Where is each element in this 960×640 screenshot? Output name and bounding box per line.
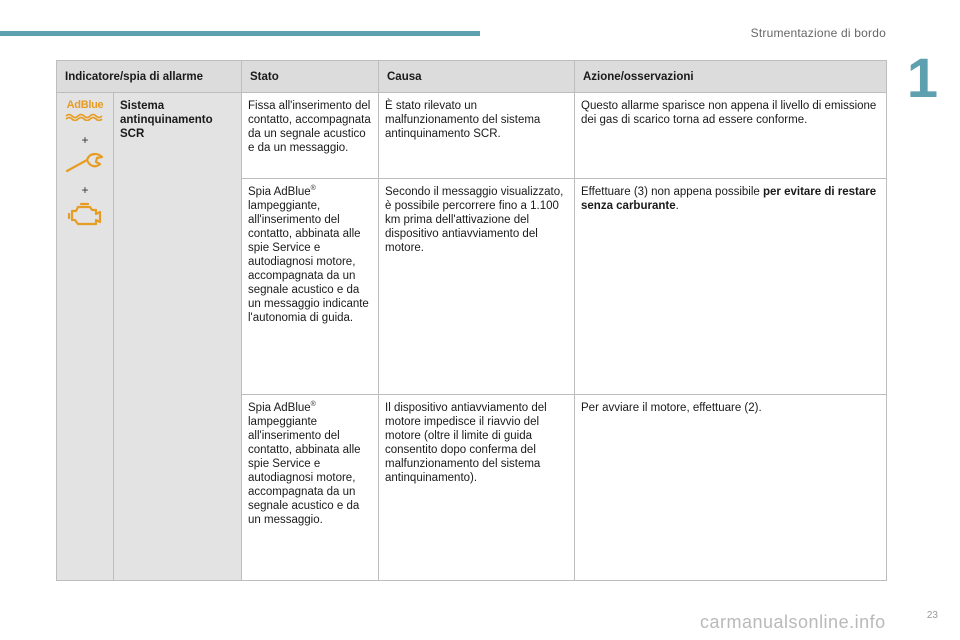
row2-stato: Spia AdBlue® lampeggiante, all'inserimento del contatto, abbinata alle spie Service e autodiagnosi motore, accompagnata da un segnale acustico e da un messaggio indicante l'autonomia di guida. [242,179,379,395]
chapter-number: 1 [906,46,938,109]
table-header-row [57,61,887,93]
header-causa: Causa [379,61,575,93]
engine-diagnostic-icon [66,201,104,229]
service-wrench-icon [64,151,106,175]
indicator-icons-cell [57,93,114,581]
header-azione: Azione/osservazioni [575,61,887,93]
row1-causa: È stato rilevato un malfunzionamento del sistema antinquinamento SCR. [379,93,575,179]
row1-stato: Fissa all'inserimento del contatto, accompagnata da un segnale acustico e da un messaggio. [242,93,379,179]
row2-causa: Secondo il messaggio visualizzato, è possibile percorrere fino a 1.100 km prima dell'attivazione del dispositivo antiavviamento del motore. [379,179,575,395]
plus-sign: + [81,183,89,197]
warning-lights-table [56,60,887,581]
row3-stato: Spia AdBlue® lampeggiante all'inserimento del contatto, abbinata alle spie Service e autodiagnosi motore, accompagnata da un segnale acustico e da un messaggio. [242,395,379,581]
page-number: 23 [926,610,938,621]
row1-azione: Questo allarme sparisce non appena il livello di emissione dei gas di scarico torna ad essere conforme. [575,93,887,179]
watermark: carmanualsonline.info [700,612,886,632]
adblue-icon: AdBlue [65,99,105,125]
section-title: Strumentazione di bordo [750,26,886,40]
header-stato: Stato [242,61,379,93]
row2-azione: Effettuare (3) non appena possibile per evitare di restare senza carburante. [575,179,887,395]
header-accent-bar [0,31,480,36]
plus-sign: + [81,133,89,147]
header-indicator: Indicatore/spia di allarme [57,61,242,93]
table-row [57,93,887,179]
row3-causa: Il dispositivo antiavviamento del motore impedisce il riavvio del motore (oltre il limite di guida consentito dopo conferma del malfunzionamento del sistema antinquinamento). [379,395,575,581]
system-name: Sistema antinquinamento SCR [114,93,242,581]
adblue-wave-icon [65,113,105,121]
row3-azione: Per avviare il motore, effettuare (2). [575,395,887,581]
